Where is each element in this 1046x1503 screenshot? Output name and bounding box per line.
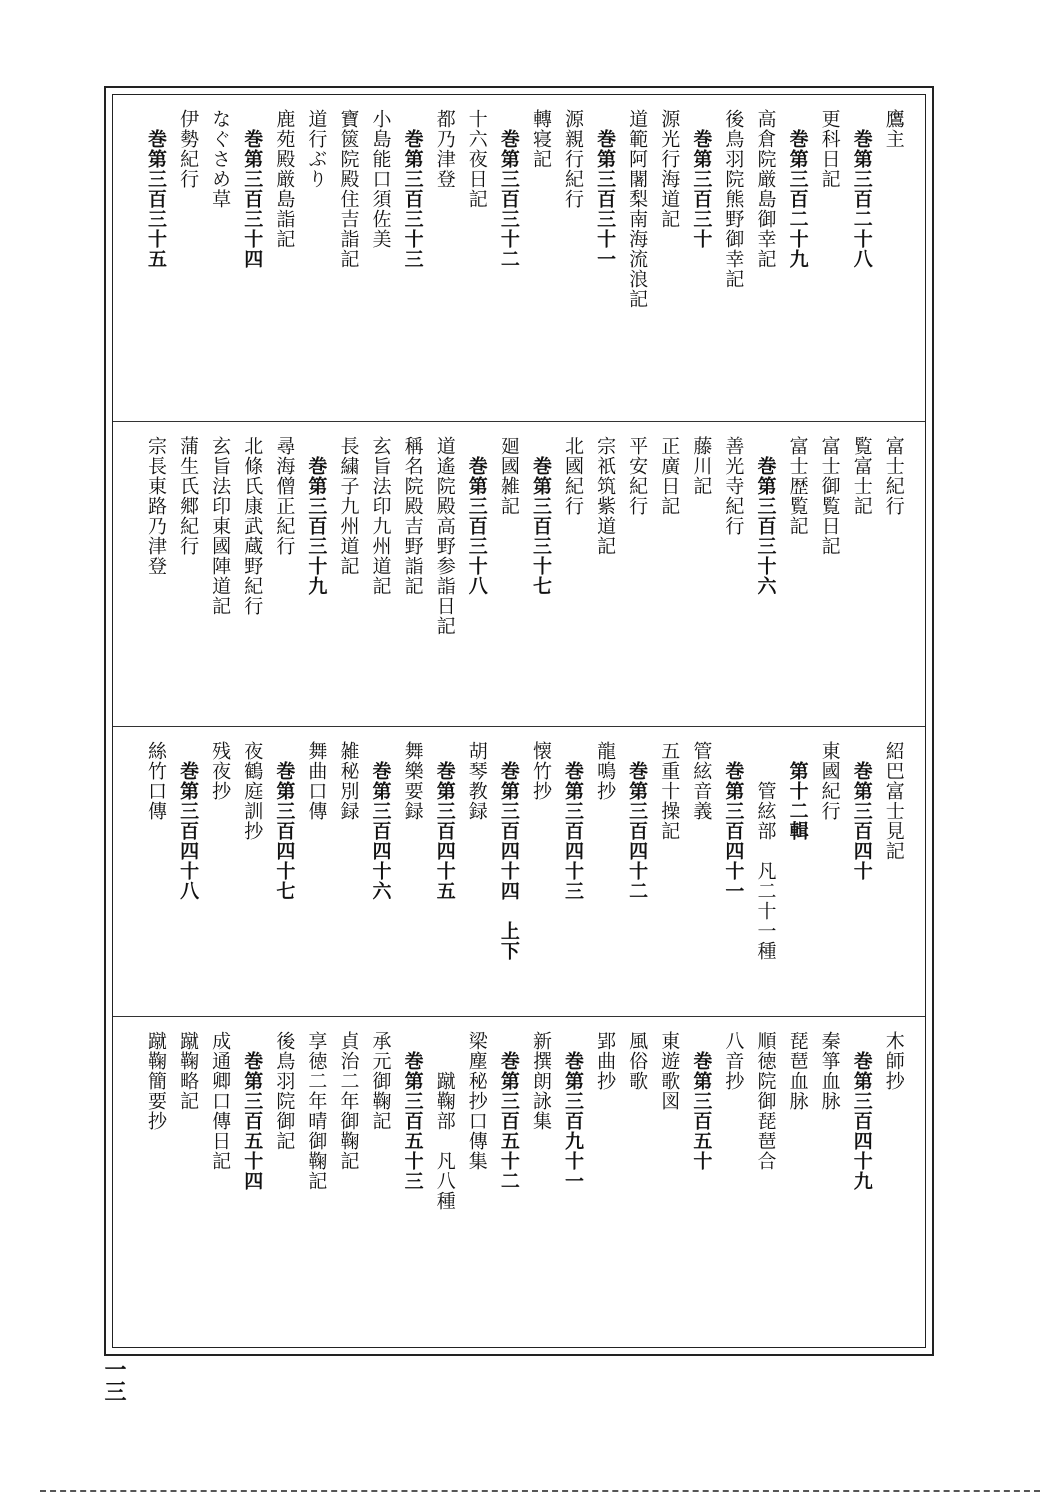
toc-entry: 伊勢紀行 [177, 109, 200, 189]
toc-entry: 都乃津登 [433, 109, 456, 189]
volume-heading: 巻第三百三十六 [754, 456, 777, 596]
toc-entry: 源光行海道記 [658, 109, 681, 229]
volume-heading: 巻第三百四十三 [562, 761, 585, 901]
toc-entry: 藤川記 [690, 436, 713, 496]
volume-heading: 巻第三百四十二 [626, 761, 649, 901]
toc-section-3 [113, 726, 925, 1016]
column-list [143, 109, 903, 415]
toc-entry: 十六夜日記 [465, 109, 488, 209]
volume-heading: 巻第三百四十五 [433, 761, 456, 901]
toc-entry: 玄旨法印東國陣道記 [209, 436, 232, 616]
volume-heading: 巻第三百二十九 [786, 129, 809, 269]
toc-entry: 善光寺紀行 [722, 436, 745, 536]
toc-entry: 道遙院殿高野参詣日記 [433, 436, 456, 636]
volume-heading: 巻第三百三十二 [497, 129, 520, 269]
toc-entry: 鹿苑殿厳島詣記 [273, 109, 296, 249]
toc-entry: 長繍子九州道記 [337, 436, 360, 576]
volume-heading: 巻第三百三十七 [529, 456, 552, 596]
volume-heading: 巻第三百三十 [690, 129, 713, 249]
toc-entry: 覧富士記 [850, 436, 873, 516]
toc-entry: 後鳥羽院熊野御幸記 [722, 109, 745, 289]
volume-heading: 巻第三百九十一 [562, 1051, 585, 1191]
toc-section-4 [113, 1016, 925, 1346]
toc-entry: 北國紀行 [562, 436, 585, 516]
volume-heading: 巻第三百三十九 [305, 456, 328, 596]
toc-entry: 琵琶血脉 [786, 1031, 809, 1111]
toc-entry: 成通卿口傳日記 [209, 1031, 232, 1171]
toc-entry: 玄旨法印九州道記 [369, 436, 392, 596]
toc-entry: 鷹主 [882, 109, 905, 149]
volume-heading: 管絃部 凡二十一種 [754, 781, 777, 961]
toc-entry: 蹴鞠簡要抄 [145, 1031, 167, 1131]
toc-entry: 風俗歌 [626, 1031, 649, 1091]
toc-entry: 懐竹抄 [529, 741, 552, 801]
toc-entry: 残夜抄 [209, 741, 232, 801]
toc-entry: 道行ぶり [305, 109, 328, 189]
volume-heading: 巻第三百三十五 [145, 129, 167, 269]
toc-entry: 高倉院厳島御幸記 [754, 109, 777, 269]
toc-entry: 管絃音義 [690, 741, 713, 821]
toc-entry: 正廣日記 [658, 436, 681, 516]
column-list [143, 436, 903, 720]
toc-entry: 承元御鞠記 [369, 1031, 392, 1131]
toc-entry: 貞治二年御鞠記 [337, 1031, 360, 1171]
volume-heading: 巻第三百四十四 上下 [497, 761, 520, 961]
toc-entry: 宗祇筑紫道記 [594, 436, 617, 556]
toc-entry: 胡琴教録 [465, 741, 488, 821]
toc-entry: なぐさめ草 [209, 109, 232, 209]
toc-entry: 稱名院殿吉野詣記 [401, 436, 424, 596]
toc-entry: 郢曲抄 [594, 1031, 617, 1091]
volume-heading: 巻第三百五十三 [401, 1051, 424, 1191]
volume-heading: 巻第三百三十一 [594, 129, 617, 269]
toc-entry: 後鳥羽院御記 [273, 1031, 296, 1151]
volume-heading: 巻第三百三十四 [241, 129, 264, 269]
toc-entry: 享徳二年晴御鞠記 [305, 1031, 328, 1191]
toc-entry: 蒲生氏郷紀行 [177, 436, 200, 556]
toc-entry: 富士紀行 [882, 436, 905, 516]
toc-entry: 寶篋院殿住吉詣記 [337, 109, 360, 269]
toc-entry: 木師抄 [882, 1031, 905, 1091]
volume-heading: 巻第三百四十 [850, 761, 873, 881]
toc-entry: 宗長東路乃津登 [145, 436, 167, 576]
volume-heading: 巻第三百三十八 [465, 456, 488, 596]
volume-heading: 巻第三百四十七 [273, 761, 296, 901]
toc-entry: 秦箏血脉 [818, 1031, 841, 1111]
toc-section-2 [113, 421, 925, 726]
volume-heading: 巻第三百五十二 [497, 1051, 520, 1191]
toc-entry: 小島能口須佐美 [369, 109, 392, 249]
toc-entry: 富士御覧日記 [818, 436, 841, 556]
toc-entry: 梁塵秘抄口傳集 [465, 1031, 488, 1171]
volume-heading: 巻第三百四十六 [369, 761, 392, 901]
toc-entry: 轉寝記 [529, 109, 552, 169]
toc-entry: 紹巴富士見記 [882, 741, 905, 861]
toc-entry: 東遊歌図 [658, 1031, 681, 1111]
volume-heading: 巻第三百四十八 [177, 761, 200, 901]
toc-entry: 新撰朗詠集 [529, 1031, 552, 1131]
volume-heading: 巻第三百五十 [690, 1051, 713, 1171]
toc-entry: 更科日記 [818, 109, 841, 189]
toc-entry: 道範阿闍梨南海流浪記 [626, 109, 649, 309]
toc-entry: 蹴鞠略記 [177, 1031, 200, 1111]
toc-entry: 東國紀行 [818, 741, 841, 821]
toc-entry: 北條氏康武蔵野紀行 [241, 436, 264, 616]
scan-edge-line [40, 1490, 1040, 1492]
toc-entry: 廻國雑記 [497, 436, 520, 516]
volume-heading: 巻第三百四十一 [722, 761, 745, 901]
toc-entry: 平安紀行 [626, 436, 649, 516]
volume-heading: 蹴鞠部 凡八種 [433, 1071, 456, 1211]
toc-entry: 舞樂要録 [401, 741, 424, 821]
toc-entry: 富士歴覧記 [786, 436, 809, 536]
volume-heading: 巻第三百五十四 [241, 1051, 264, 1191]
toc-entry: 尋海僧正紀行 [273, 436, 296, 556]
volume-heading: 巻第三百二十八 [850, 129, 873, 269]
toc-entry: 雑秘別録 [337, 741, 360, 821]
toc-section-1 [113, 95, 925, 421]
volume-heading: 巻第三百三十三 [401, 129, 424, 269]
toc-entry: 絲竹口傳 [145, 741, 167, 821]
toc-entry: 源親行紀行 [562, 109, 585, 209]
column-list [143, 1031, 903, 1340]
page-number: 一三 [101, 1358, 127, 1402]
toc-entry: 龍鳴抄 [594, 741, 617, 801]
column-list [143, 741, 903, 1010]
toc-entry: 順徳院御琵琶合 [754, 1031, 777, 1171]
toc-entry: 五重十操記 [658, 741, 681, 841]
toc-entry: 舞曲口傳 [305, 741, 328, 821]
volume-heading: 巻第三百四十九 [850, 1051, 873, 1191]
volume-heading: 第十二輯 [786, 761, 809, 841]
toc-entry: 八音抄 [722, 1031, 745, 1091]
toc-entry: 夜鶴庭訓抄 [241, 741, 264, 841]
